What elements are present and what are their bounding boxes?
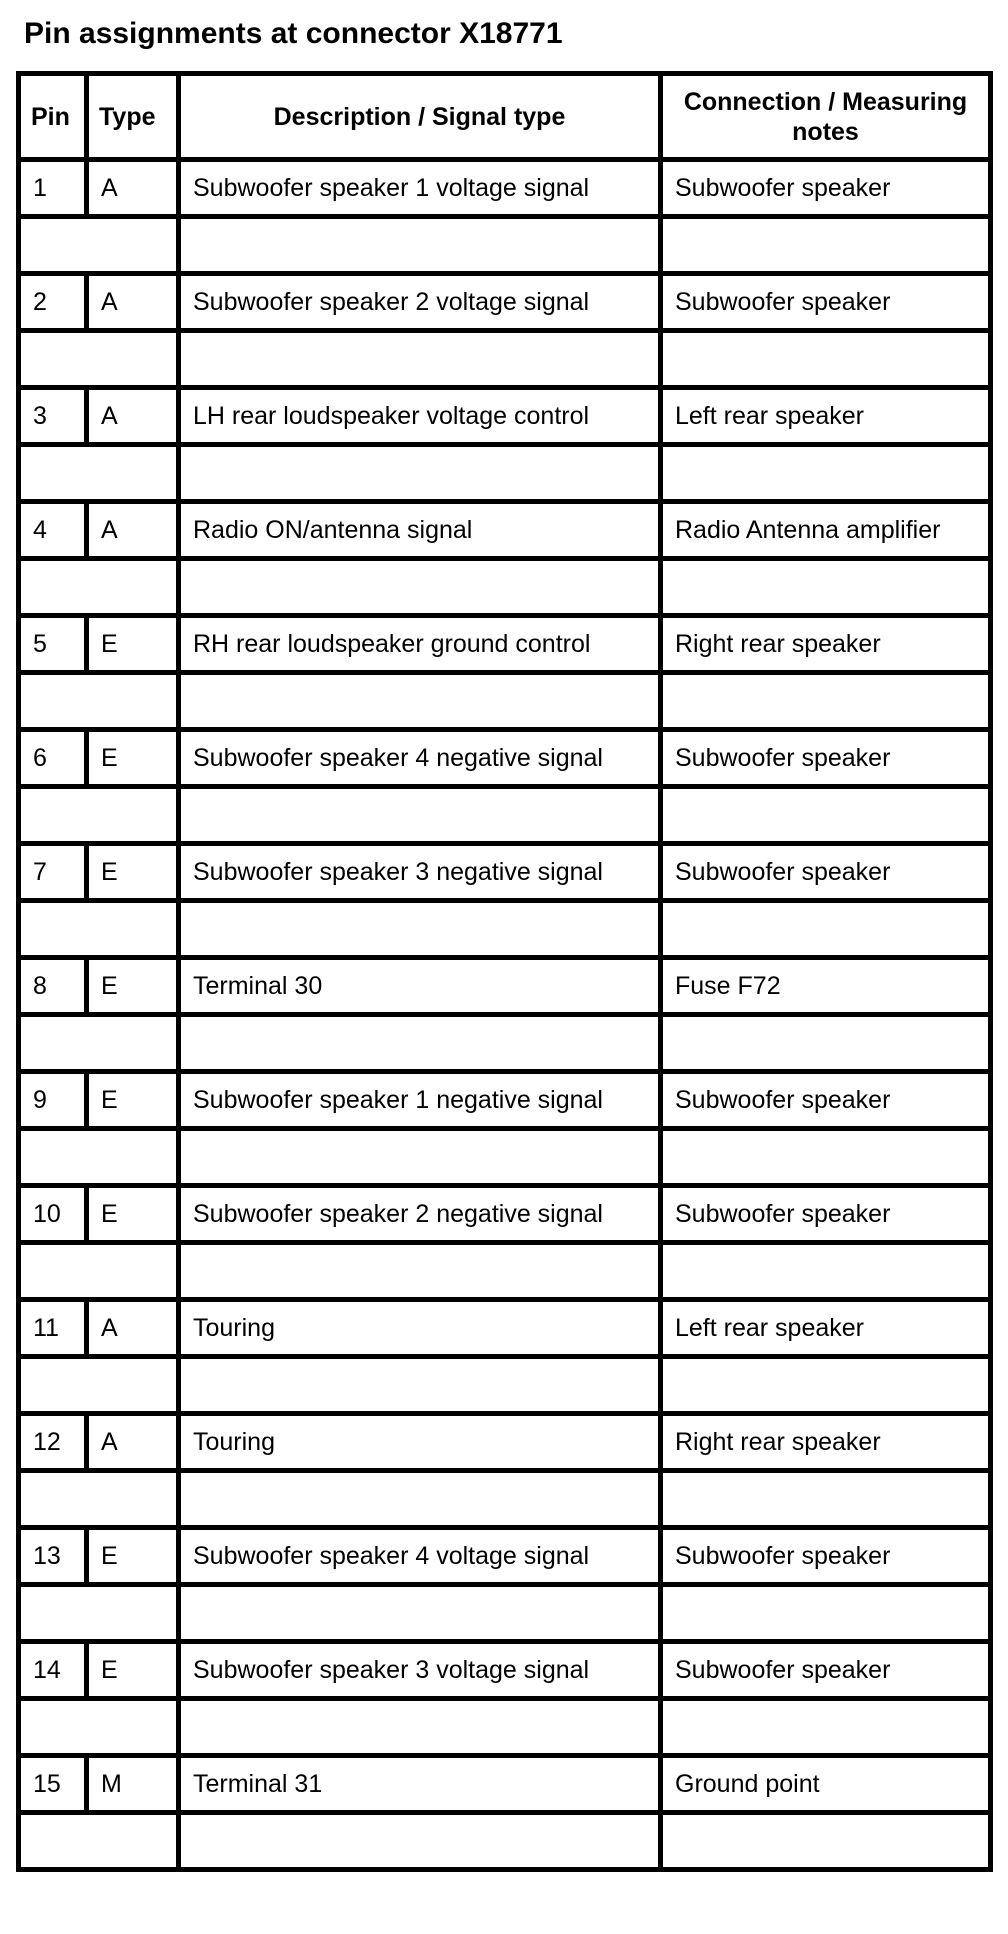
empty-cell bbox=[19, 445, 179, 502]
page-title: Pin assignments at connector X18771 bbox=[24, 17, 563, 50]
pin-cell: 15 bbox=[19, 1756, 87, 1813]
type-cell: A bbox=[87, 1414, 179, 1471]
type-cell: A bbox=[87, 160, 179, 217]
empty-cell bbox=[661, 1015, 991, 1072]
connection-cell: Subwoofer speaker bbox=[661, 1186, 991, 1243]
type-cell: A bbox=[87, 502, 179, 559]
empty-cell bbox=[19, 1471, 179, 1528]
empty-row bbox=[19, 1471, 991, 1528]
table-row bbox=[19, 1186, 991, 1243]
empty-cell bbox=[179, 559, 661, 616]
empty-cell bbox=[19, 901, 179, 958]
pin-cell: 1 bbox=[19, 160, 87, 217]
connection-cell: Subwoofer speaker bbox=[661, 730, 991, 787]
empty-cell bbox=[661, 1357, 991, 1414]
description-cell: Subwoofer speaker 3 voltage signal bbox=[179, 1642, 661, 1699]
pin-cell: 4 bbox=[19, 502, 87, 559]
table-row bbox=[19, 616, 991, 673]
empty-row bbox=[19, 787, 991, 844]
empty-row bbox=[19, 673, 991, 730]
table-row bbox=[19, 1528, 991, 1585]
empty-row bbox=[19, 1129, 991, 1186]
empty-cell bbox=[661, 787, 991, 844]
empty-cell bbox=[661, 1243, 991, 1300]
empty-cell bbox=[661, 1129, 991, 1186]
type-cell: A bbox=[87, 274, 179, 331]
type-cell: A bbox=[87, 388, 179, 445]
description-cell: Subwoofer speaker 1 voltage signal bbox=[179, 160, 661, 217]
empty-cell bbox=[19, 559, 179, 616]
pin-cell: 3 bbox=[19, 388, 87, 445]
table-row bbox=[19, 844, 991, 901]
empty-row bbox=[19, 217, 991, 274]
table-row bbox=[19, 730, 991, 787]
pin-assignment-table bbox=[16, 71, 993, 1872]
pin-cell: 13 bbox=[19, 1528, 87, 1585]
type-cell: E bbox=[87, 1528, 179, 1585]
pin-cell: 11 bbox=[19, 1300, 87, 1357]
table-row bbox=[19, 1300, 991, 1357]
pin-cell: 7 bbox=[19, 844, 87, 901]
type-cell: E bbox=[87, 1072, 179, 1129]
description-cell: Terminal 31 bbox=[179, 1756, 661, 1813]
empty-row bbox=[19, 901, 991, 958]
pin-cell: 5 bbox=[19, 616, 87, 673]
description-cell: Touring bbox=[179, 1414, 661, 1471]
empty-cell bbox=[19, 1699, 179, 1756]
empty-cell bbox=[179, 1357, 661, 1414]
pin-cell: 12 bbox=[19, 1414, 87, 1471]
empty-cell bbox=[661, 901, 991, 958]
table-row bbox=[19, 1072, 991, 1129]
empty-cell bbox=[661, 1471, 991, 1528]
connection-cell: Subwoofer speaker bbox=[661, 160, 991, 217]
connection-cell: Subwoofer speaker bbox=[661, 1072, 991, 1129]
empty-cell bbox=[19, 787, 179, 844]
description-cell: Subwoofer speaker 4 voltage signal bbox=[179, 1528, 661, 1585]
empty-cell bbox=[179, 1129, 661, 1186]
description-cell: RH rear loudspeaker ground control bbox=[179, 616, 661, 673]
empty-cell bbox=[179, 787, 661, 844]
connection-cell: Fuse F72 bbox=[661, 958, 991, 1015]
empty-cell bbox=[661, 1813, 991, 1870]
type-cell: E bbox=[87, 1186, 179, 1243]
pin-cell: 10 bbox=[19, 1186, 87, 1243]
empty-cell bbox=[661, 559, 991, 616]
pin-cell: 14 bbox=[19, 1642, 87, 1699]
empty-row bbox=[19, 1585, 991, 1642]
empty-row bbox=[19, 1699, 991, 1756]
empty-row bbox=[19, 1015, 991, 1072]
empty-cell bbox=[179, 673, 661, 730]
description-cell: Terminal 30 bbox=[179, 958, 661, 1015]
pin-cell: 8 bbox=[19, 958, 87, 1015]
connection-cell: Left rear speaker bbox=[661, 1300, 991, 1357]
pin-cell: 2 bbox=[19, 274, 87, 331]
description-cell: Radio ON/antenna signal bbox=[179, 502, 661, 559]
table-row bbox=[19, 1756, 991, 1813]
header-connection: Connection / Measuring notes bbox=[661, 74, 991, 160]
type-cell: M bbox=[87, 1756, 179, 1813]
table-row bbox=[19, 160, 991, 217]
empty-row bbox=[19, 331, 991, 388]
connection-cell: Subwoofer speaker bbox=[661, 1642, 991, 1699]
empty-cell bbox=[179, 1243, 661, 1300]
pin-cell: 6 bbox=[19, 730, 87, 787]
description-cell: Subwoofer speaker 4 negative signal bbox=[179, 730, 661, 787]
empty-cell bbox=[19, 673, 179, 730]
connection-cell: Radio Antenna amplifier bbox=[661, 502, 991, 559]
empty-cell bbox=[179, 445, 661, 502]
description-cell: Subwoofer speaker 2 voltage signal bbox=[179, 274, 661, 331]
connection-cell: Subwoofer speaker bbox=[661, 274, 991, 331]
empty-cell bbox=[19, 1813, 179, 1870]
type-cell: E bbox=[87, 958, 179, 1015]
connection-cell: Left rear speaker bbox=[661, 388, 991, 445]
description-cell: LH rear loudspeaker voltage control bbox=[179, 388, 661, 445]
empty-cell bbox=[179, 1471, 661, 1528]
table-row bbox=[19, 1414, 991, 1471]
connection-cell: Subwoofer speaker bbox=[661, 1528, 991, 1585]
empty-cell bbox=[19, 1129, 179, 1186]
type-cell: A bbox=[87, 1300, 179, 1357]
empty-cell bbox=[19, 1357, 179, 1414]
empty-cell bbox=[179, 901, 661, 958]
empty-cell bbox=[179, 1015, 661, 1072]
description-cell: Subwoofer speaker 3 negative signal bbox=[179, 844, 661, 901]
empty-cell bbox=[661, 445, 991, 502]
header-description: Description / Signal type bbox=[179, 74, 661, 160]
header-type: Type bbox=[87, 74, 179, 160]
empty-row bbox=[19, 559, 991, 616]
empty-cell bbox=[179, 331, 661, 388]
empty-row bbox=[19, 1357, 991, 1414]
empty-cell bbox=[179, 217, 661, 274]
type-cell: E bbox=[87, 730, 179, 787]
empty-cell bbox=[19, 217, 179, 274]
empty-cell bbox=[661, 673, 991, 730]
table-row bbox=[19, 388, 991, 445]
empty-cell bbox=[19, 1243, 179, 1300]
pin-cell: 9 bbox=[19, 1072, 87, 1129]
type-cell: E bbox=[87, 616, 179, 673]
empty-cell bbox=[179, 1585, 661, 1642]
empty-cell bbox=[179, 1813, 661, 1870]
empty-cell bbox=[19, 331, 179, 388]
table-header-row bbox=[19, 74, 991, 160]
empty-row bbox=[19, 1243, 991, 1300]
empty-cell bbox=[19, 1585, 179, 1642]
description-cell: Subwoofer speaker 1 negative signal bbox=[179, 1072, 661, 1129]
empty-cell bbox=[19, 1015, 179, 1072]
empty-cell bbox=[661, 217, 991, 274]
empty-cell bbox=[179, 1699, 661, 1756]
connection-cell: Right rear speaker bbox=[661, 616, 991, 673]
empty-cell bbox=[661, 331, 991, 388]
table-row bbox=[19, 958, 991, 1015]
table-body bbox=[19, 160, 991, 1870]
header-pin: Pin bbox=[19, 74, 87, 160]
empty-cell bbox=[661, 1699, 991, 1756]
description-cell: Touring bbox=[179, 1300, 661, 1357]
type-cell: E bbox=[87, 844, 179, 901]
empty-row bbox=[19, 1813, 991, 1870]
connection-cell: Ground point bbox=[661, 1756, 991, 1813]
table-row bbox=[19, 1642, 991, 1699]
description-cell: Subwoofer speaker 2 negative signal bbox=[179, 1186, 661, 1243]
type-cell: E bbox=[87, 1642, 179, 1699]
empty-row bbox=[19, 445, 991, 502]
table-row bbox=[19, 274, 991, 331]
connection-cell: Subwoofer speaker bbox=[661, 844, 991, 901]
table-row bbox=[19, 502, 991, 559]
empty-cell bbox=[661, 1585, 991, 1642]
connection-cell: Right rear speaker bbox=[661, 1414, 991, 1471]
